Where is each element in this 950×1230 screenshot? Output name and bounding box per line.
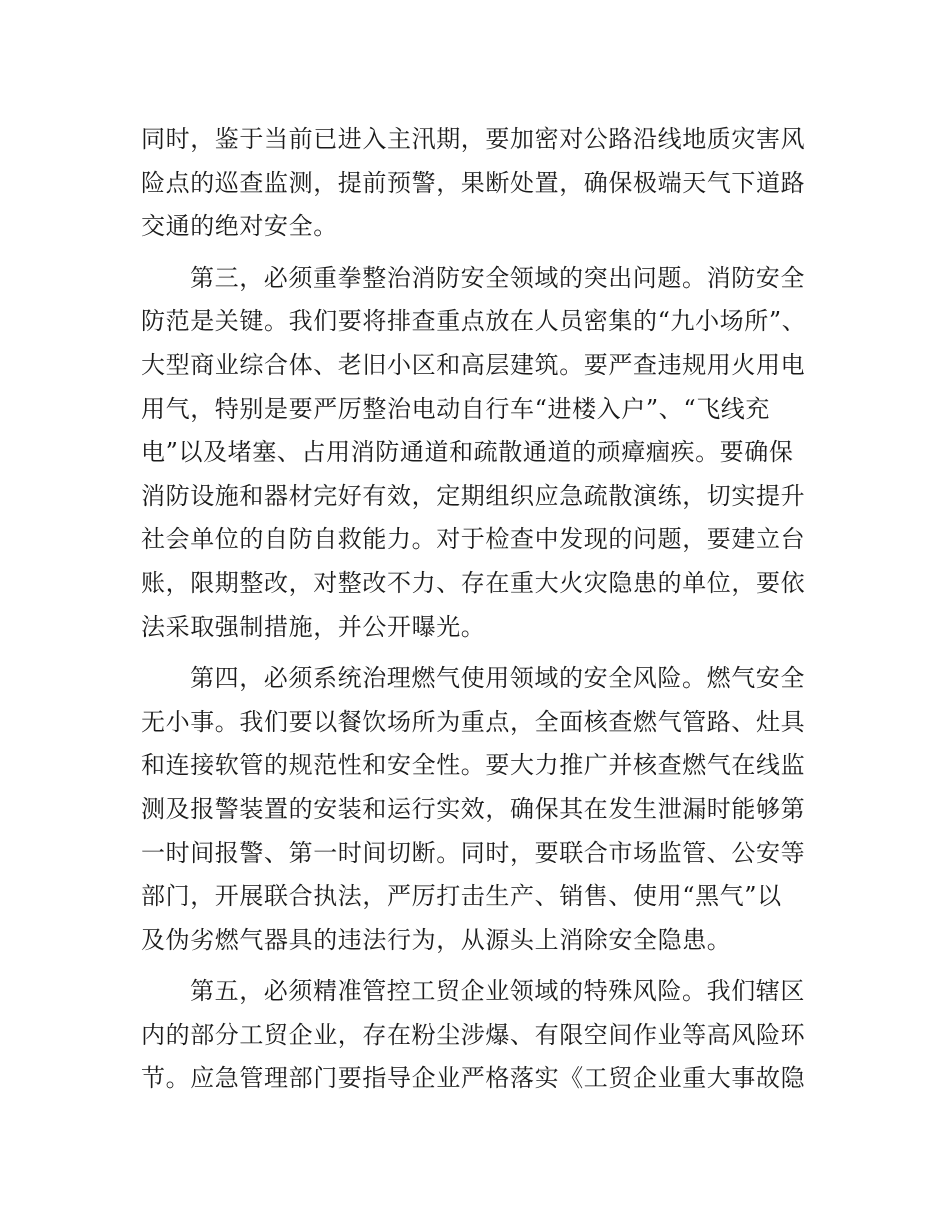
paragraph-fifth [141, 970, 816, 1101]
text-line: 电”以及堵塞、占用消防通道和疏散通道的顽瘴痼疾。要确保 [141, 438, 794, 467]
text-line: 无小事。我们要以餐饮场所为重点，全面核查燃气管路、灶具 [141, 707, 806, 736]
text-line: 消防设施和器材完好有效，定期组织应急疏散演练，切实提升 [141, 481, 806, 510]
text-line: 和连接软管的规范性和安全性。要大力推广并核查燃气在线监 [141, 751, 806, 780]
text-line: 法采取强制措施，并公开曝光。 [141, 612, 486, 641]
text-line: 及伪劣燃气器具的违法行为，从源头上消除安全隐患。 [141, 925, 732, 954]
document-page [141, 118, 816, 1109]
text-line: 用气，特别是要严厉整治电动自行车“进楼入户”、“飞线充 [141, 394, 771, 423]
text-line: 第三，必须重拳整治消防安全领域的突出问题。消防安全 [190, 263, 805, 292]
text-line: 一时间报警、第一时间切断。同时，要联合市场监管、公安等 [141, 838, 806, 867]
paragraph-third [141, 257, 816, 649]
text-line: 第四，必须系统治理燃气使用领域的安全风险。燃气安全 [190, 664, 805, 693]
text-line: 部门，开展联合执法，严厉打击生产、销售、使用“黑气”以 [141, 882, 782, 911]
text-line: 账，限期整改，对整改不力、存在重大火灾隐患的单位，要依 [141, 568, 806, 597]
text-line: 大型商业综合体、老旧小区和高层建筑。要严查违规用火用电 [141, 350, 806, 379]
text-line: 同时，鉴于当前已进入主汛期，要加密对公路沿线地质灾害风 [141, 125, 806, 153]
text-line: 险点的巡查监测，提前预警，果断处置，确保极端天气下道路 [141, 168, 806, 197]
text-line: 测及报警装置的安装和运行实效，确保其在发生泄漏时能够第 [141, 794, 806, 823]
text-line: 内的部分工贸企业，存在粉尘涉爆、有限空间作业等高风险环 [141, 1020, 806, 1049]
paragraph-continued [141, 118, 816, 249]
text-line: 防范是关键。我们要将排查重点放在人员密集的“九小场所”、 [141, 307, 807, 336]
text-line: 社会单位的自防自救能力。对于检查中发现的问题，要建立台 [141, 525, 806, 554]
text-line: 第五，必须精准管控工贸企业领域的特殊风险。我们辖区 [190, 977, 805, 1006]
text-line: 交通的绝对安全。 [141, 212, 338, 241]
paragraph-fourth [141, 657, 816, 962]
text-line: 节。应急管理部门要指导企业严格落实《工贸企业重大事故隐 [141, 1064, 806, 1093]
